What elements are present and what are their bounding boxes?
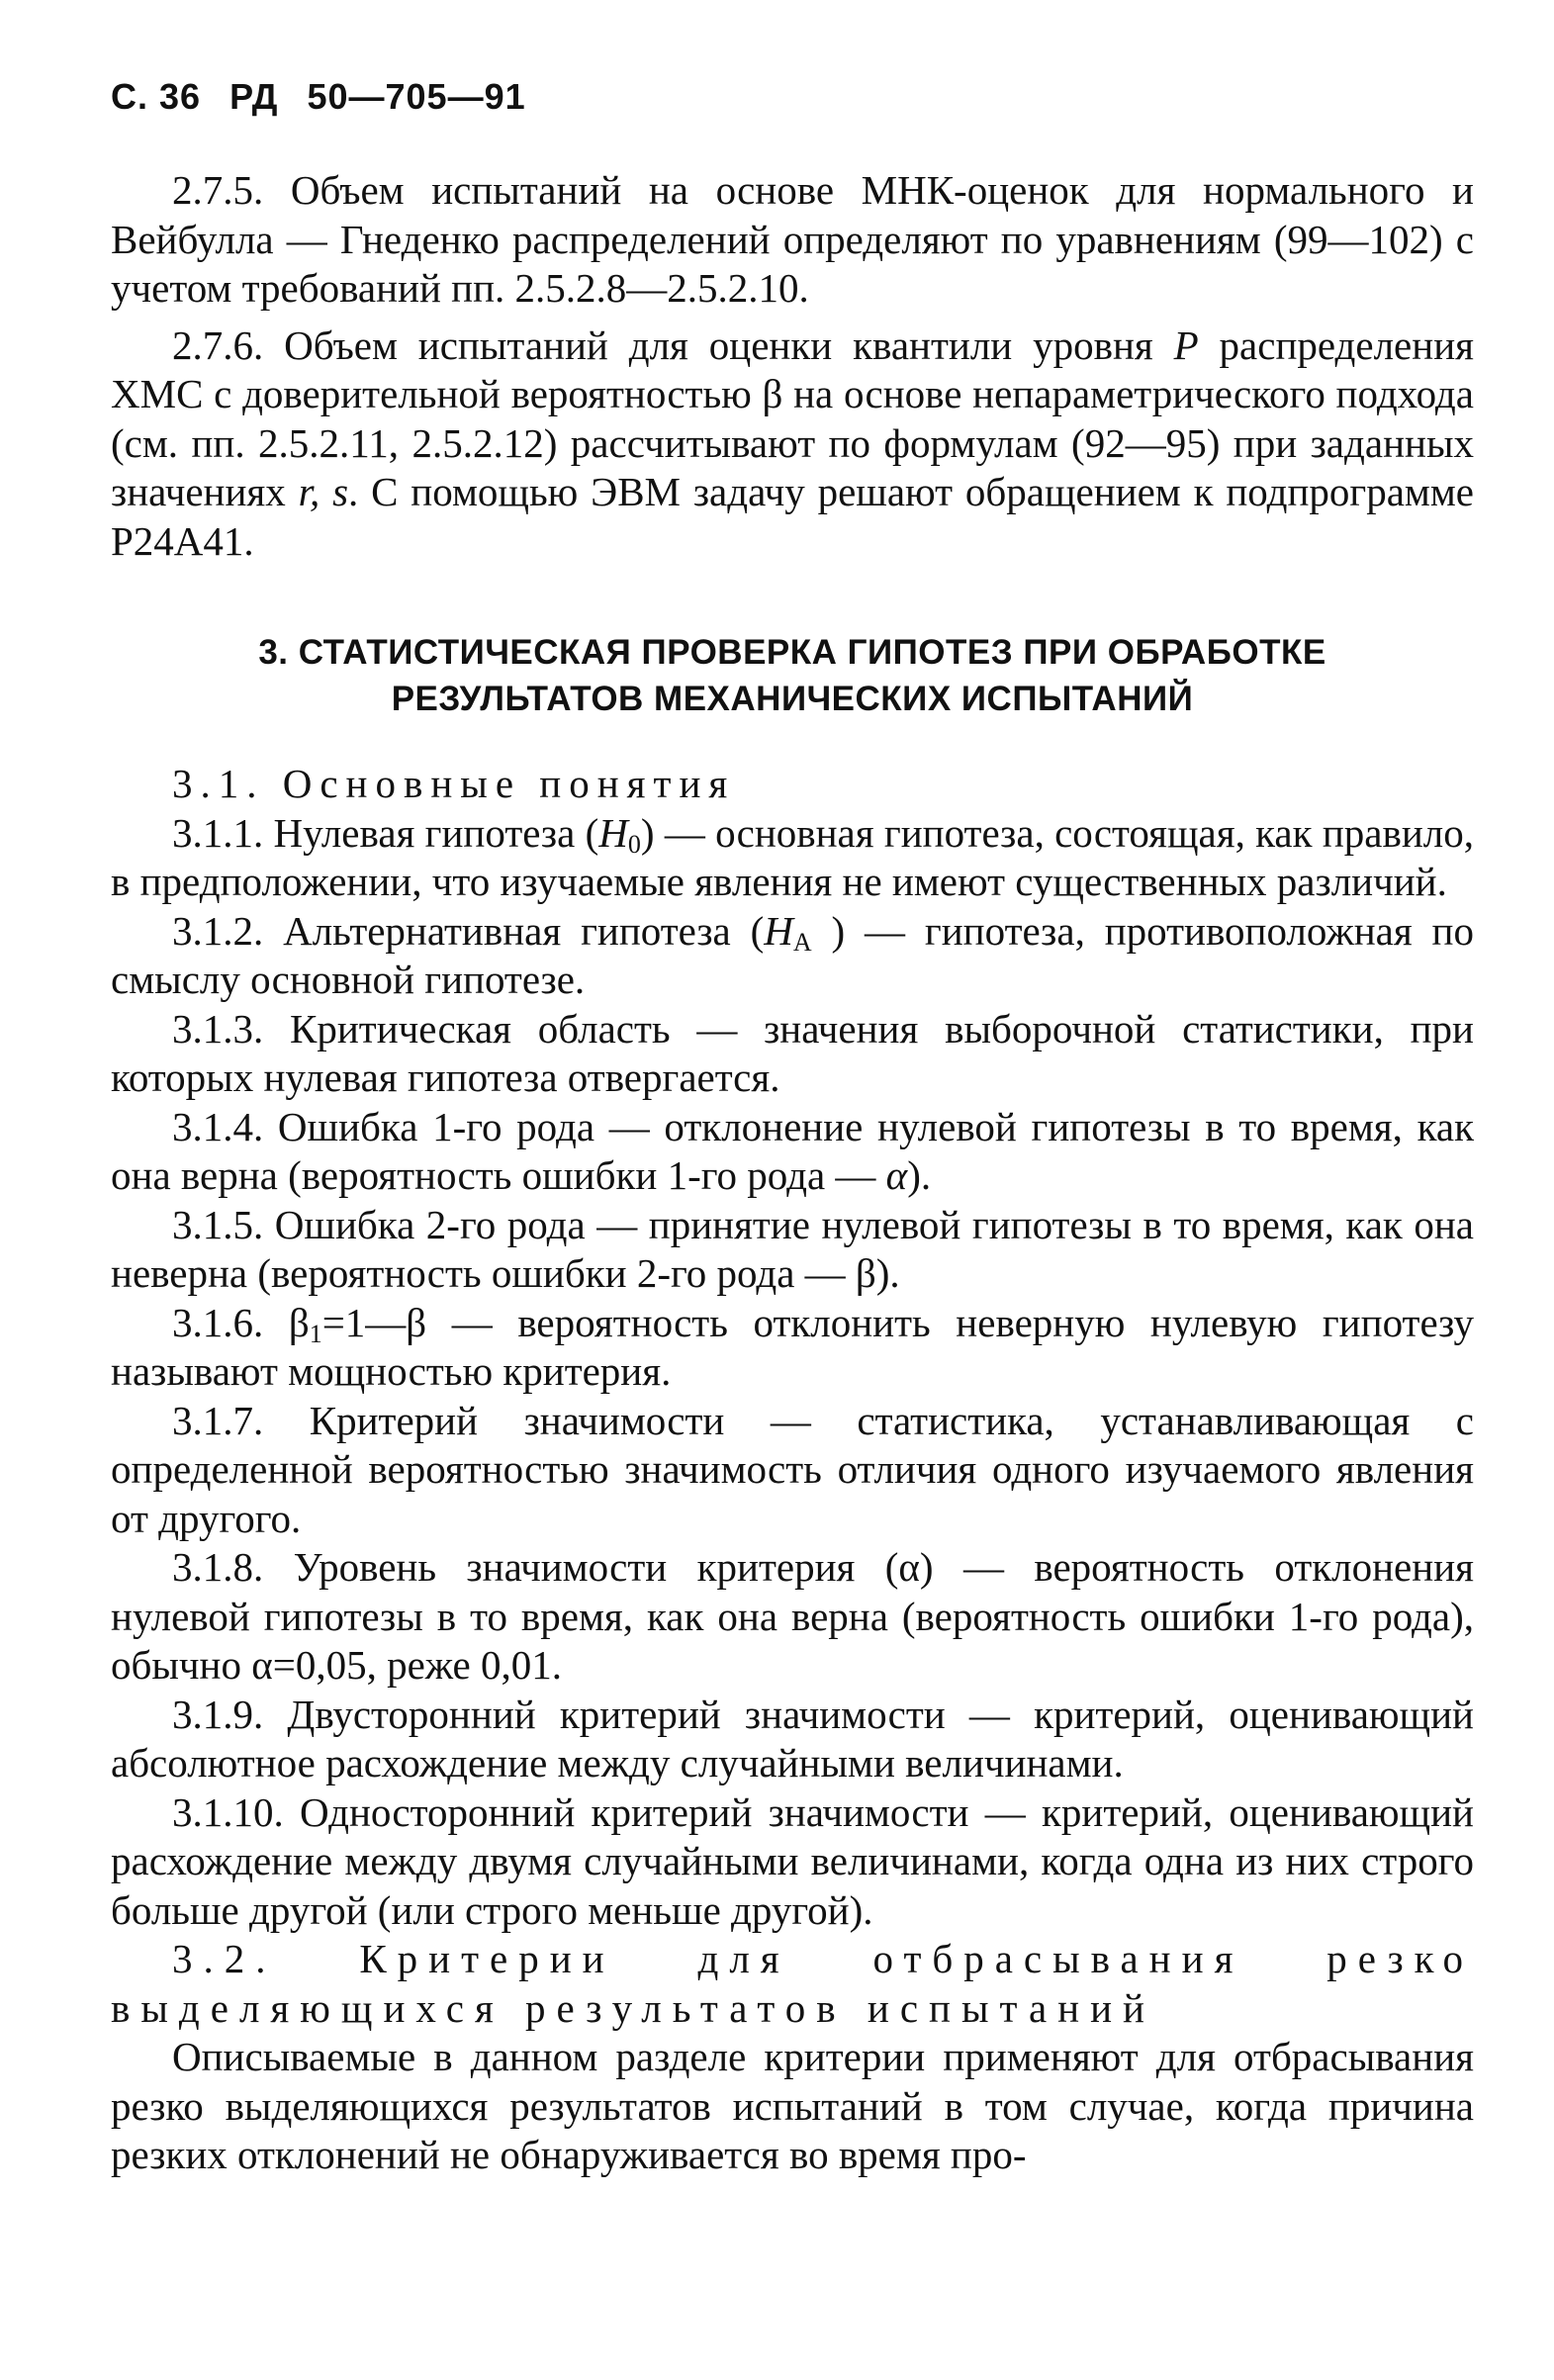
definition-3-1-10: 3.1.10. Односторонний критерий значимости — критерий, оценивающий расхождение между двумя случайными величинами, когда одна из них строго больше другой (или строго меньше другой).: [111, 1788, 1474, 1933]
definition-3-1-1: 3.1.1. Нулевая гипотеза $(H_0)$ — основная гипотеза, состоящая, как правило, в предположении, что изучаемые явления не имеют существенных различий.: [111, 809, 1474, 904]
subsection-3-2-text: Описываемые в данном разделе критерии применяют для отбрасывания резко выделяющихся результатов испытаний в том случае, когда причина резких отклонений не обнаруживается во время про-: [111, 2034, 1474, 2177]
section-3-heading: 3. СТАТИСТИЧЕСКАЯ ПРОВЕРКА ГИПОТЕЗ ПРИ ОБРАБОТКЕ РЕЗУЛЬТАТОВ МЕХАНИЧЕСКИХ ИСПЫТАНИЙ: [258, 633, 1326, 718]
page-number: С. 36: [111, 76, 202, 117]
definition-3-1-6: 3.1.6. $\beta_1=1—\beta$ — вероятность отклонить неверную нулевую гипотезу называют мощностью критерия.: [111, 1299, 1474, 1394]
paragraph-2-7-5: 2.7.5. Объем испытаний на основе МНК-оценок для нормального и Вейбулла — Гнеденко распределений определяют по уравнениям (99—102) с учетом требований пп. 2.5.2.8—2.5.2.10.: [111, 167, 1474, 311]
definition-3-1-8: 3.1.8. Уровень значимости критерия (α) — вероятность отклонения нулевой гипотезы в то время, как она верна (вероятность ошибки 1-го рода), обычно α=0,05, реже 0,01.: [111, 1544, 1474, 1688]
running-header: [111, 77, 1474, 117]
definition-3-1-9: 3.1.9. Двусторонний критерий значимости — критерий, оценивающий абсолютное расхождение между случайными величинами.: [111, 1691, 1474, 1785]
document-code: РД: [229, 76, 279, 117]
document-number: 50—705—91: [307, 76, 526, 117]
definition-3-1-4: 3.1.4. Ошибка 1-го рода — отклонение нулевой гипотезы в то время, как она верна (вероятность ошибки 1-го рода — α).: [111, 1103, 1474, 1198]
definition-3-1-5: 3.1.5. Ошибка 2-го рода — принятие нулевой гипотезы в то время, как она неверна (вероятность ошибки 2-го рода — β).: [111, 1201, 1474, 1296]
definition-3-1-3: 3.1.3. Критическая область — значения выборочной статистики, при которых нулевая гипотеза отвергается.: [111, 1005, 1474, 1100]
definition-3-1-2: 3.1.2. Альтернативная гипотеза ($H_A$ ) — гипотеза, противоположная по смыслу основной гипотезе.: [111, 907, 1474, 1002]
subsection-3-2-title: 3.2. Критерии для отбрасывания резко выделяющихся результатов испытаний: [111, 1936, 1474, 2031]
definition-3-1-7: 3.1.7. Критерий значимости — статистика, устанавливающая с определенной вероятностью значимость отличия одного изучаемого явления от другого.: [111, 1397, 1474, 1541]
paragraph-2-7-6: 2.7.6. Объем испытаний для оценки квантили уровня P распределения ХМС с доверительной вероятностью β на основе непараметрического подхода (см. пп. 2.5.2.11, 2.5.2.12) рассчитывают по формулам (92—95) при заданных значениях r, s. С помощью ЭВМ задачу решают обращением к подпрограмме P24A41.: [111, 321, 1474, 564]
document-page: [111, 77, 1474, 2180]
subsection-3-1-title: 3.1. Основные понятия: [172, 761, 736, 806]
